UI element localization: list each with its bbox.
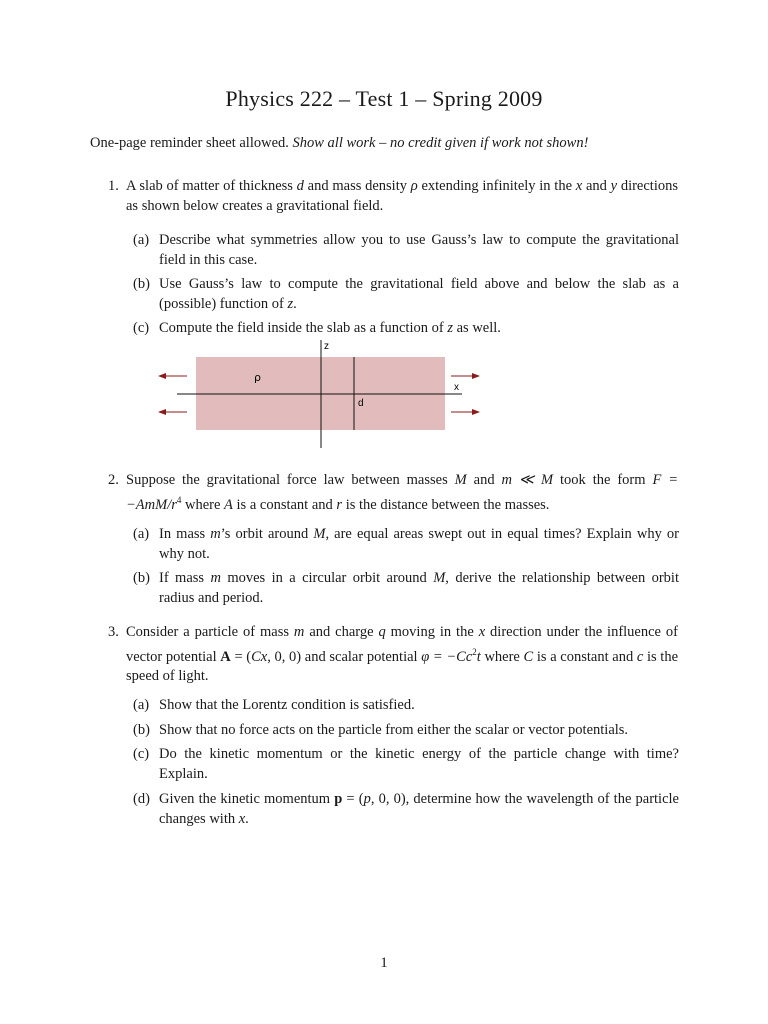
question-1 (108, 177, 678, 216)
part-label: (b) (133, 722, 150, 738)
question-3d (133, 790, 679, 829)
part-label: (b) (133, 276, 150, 292)
question-2 (108, 471, 678, 515)
question-3 (108, 623, 678, 686)
page-number: 1 (380, 955, 388, 971)
question-1b (133, 275, 679, 314)
part-label: (b) (133, 570, 150, 586)
label-x: x (454, 382, 459, 393)
question-number: 3. (108, 624, 119, 640)
page-title: Physics 222 – Test 1 – Spring 2009 (225, 86, 543, 111)
question-text: Consider a particle of mass m and charge q moving in the x direction under the influence of vector potential A = (Cx, 0, 0) and scalar potential $\varphi = -Cc^2t$ where C is a constant and c is the speed of light. (126, 624, 679, 684)
question-number: 2. (108, 472, 119, 488)
instructions-italic: Show all work – no credit given if work not shown! (292, 135, 589, 151)
part-text: Show that the Lorentz condition is satisfied. (159, 697, 415, 713)
question-2a (133, 525, 679, 564)
part-label: (c) (133, 320, 150, 336)
slab-diagram (155, 336, 495, 454)
part-label: (a) (133, 697, 150, 713)
part-text: Use Gauss’s law to compute the gravitational field above and below the slab as a (possible) function of z. (159, 276, 679, 312)
part-text: Show that no force acts on the particle from either the scalar or vector potentials. (159, 722, 629, 738)
part-label: (c) (133, 746, 150, 762)
question-3a (133, 696, 679, 716)
question-text: Suppose the gravitational force law between masses M and m ≪ M took the form $F = -AmM/r^4$ where A is a constant and r is the distance between the masses. (126, 472, 678, 513)
question-3b (133, 721, 679, 741)
part-text: If mass m moves in a circular orbit around M, derive the relationship between orbit radius and period. (159, 570, 679, 606)
question-number: 1. (108, 178, 119, 194)
part-label: (a) (133, 232, 150, 248)
part-label: (a) (133, 526, 150, 542)
part-text: Do the kinetic momentum or the kinetic energy of the particle change with time? Explain. (159, 746, 679, 782)
part-text: In mass m’s orbit around M, are equal areas swept out in equal times? Explain why or why not. (159, 526, 679, 562)
question-1a (133, 231, 679, 270)
part-text: Describe what symmetries allow you to use Gauss’s law to compute the gravitational field in this case. (159, 232, 679, 268)
label-z: z (324, 341, 329, 352)
question-text: A slab of matter of thickness d and mass density ρ extending infinitely in the x and y directions as shown below creates a gravitational field. (126, 178, 679, 214)
part-text: Compute the field inside the slab as a function of z as well. (159, 320, 501, 336)
instructions (90, 135, 690, 152)
part-label: (d) (133, 791, 150, 807)
question-3c (133, 745, 679, 784)
instructions-plain: One-page reminder sheet allowed. (90, 135, 289, 151)
label-rho: ρ (254, 371, 261, 384)
question-2b (133, 569, 679, 608)
label-d: d (358, 398, 364, 409)
part-text: Given the kinetic momentum p = (p, 0, 0), determine how the wavelength of the particle changes with x. (159, 791, 679, 827)
